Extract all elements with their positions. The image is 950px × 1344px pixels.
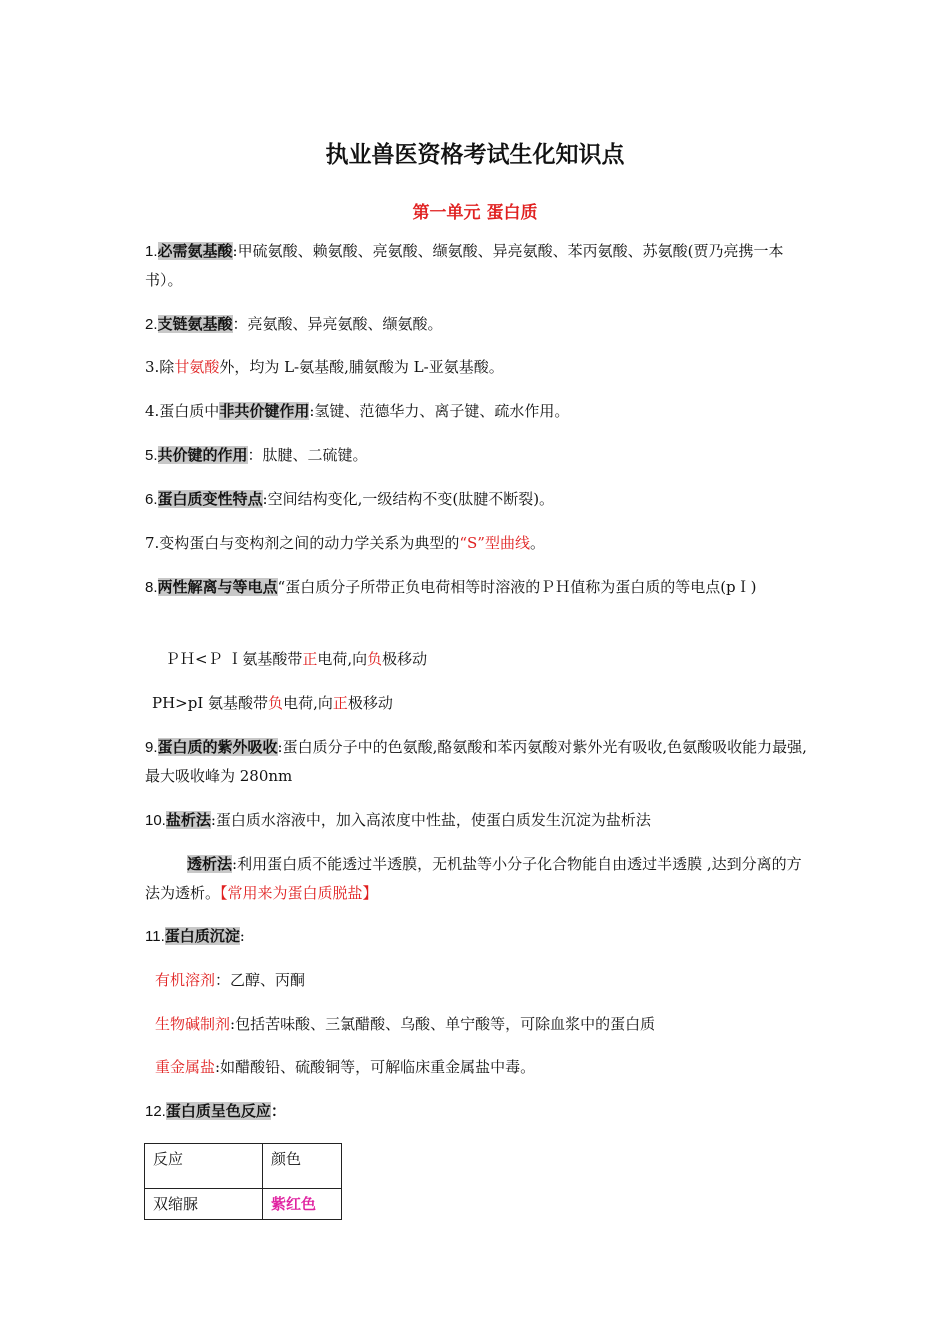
item-6: 6.蛋白质变性特点:空间结构变化,一级结构不变(肽腱不断裂)。 — [145, 490, 555, 508]
table-header-cell: 颜色 — [263, 1144, 342, 1189]
term-branched-amino-acids: 支链氨基酸 — [157, 315, 233, 333]
item-8: 8.两性解离与等电点“蛋白质分子所带正负电荷相等时溶液的ＰＨ值称为蛋白质的等电点(pＩ) — [145, 578, 757, 596]
term-noncovalent: 非共价键作用 — [219, 402, 310, 420]
item-9: 9.蛋白质的紫外吸收:蛋白质分子中的色氨酸,酪氨酸和苯丙氨酸对紫外光有吸收,色氨酸吸收能力最强,最大吸收峰为 280nm — [145, 738, 807, 785]
item-11: 11.蛋白质沉淀: — [145, 927, 245, 945]
item-11-heavy-metal: 重金属盐:如醋酸铅、硫酸铜等，可解临床重金属盐中毒。 — [155, 1058, 536, 1076]
item-7: 7.变构蛋白与变构剂之间的动力学关系为典型的“S”型曲线。 — [145, 534, 545, 552]
term-covalent: 共价键的作用 — [157, 446, 248, 464]
item-8-line-b: PH>pI 氨基酸带负电荷,向正极移动 — [152, 694, 393, 712]
item-1: 1.必需氨基酸:甲硫氨酸、赖氨酸、亮氨酸、缬氨酸、异亮氨酸、苯丙氨酸、苏氨酸(贾乃亮携一本书）。 — [145, 242, 784, 289]
term-isoelectric: 两性解离与等电点 — [157, 578, 278, 596]
table-cell: 紫红色 — [263, 1189, 342, 1220]
table-header-row — [145, 1144, 342, 1189]
unit-title: 第一单元 蛋白质 — [412, 203, 538, 223]
item-2: 2.支链氨基酸：亮氨酸、异亮氨酸、缬氨酸。 — [145, 315, 443, 333]
item-8-line-a: ＰＨ<Ｐ Ｉ氨基酸带正电荷,向负极移动 — [165, 650, 428, 668]
item-12: 12.蛋白质呈色反应： — [145, 1102, 286, 1120]
term-salting-out: 盐析法 — [165, 811, 211, 829]
term-uv-absorption: 蛋白质的紫外吸收 — [157, 738, 278, 756]
term-color-reaction: 蛋白质呈色反应 — [165, 1102, 271, 1120]
term-dialysis: 透析法 — [187, 855, 233, 873]
table-cell: 双缩脲 — [145, 1189, 263, 1220]
item-11-alkaloid: 生物碱制剂:包括苦味酸、三氯醋酸、乌酸、单宁酸等，可除血浆中的蛋白质 — [155, 1015, 656, 1033]
term-denaturation: 蛋白质变性特点 — [157, 490, 263, 508]
term-essential-amino-acids: 必需氨基酸 — [157, 242, 233, 260]
item-3: 3.除甘氨酸外，均为 L-氨基酸,脯氨酸为 L-亚氨基酸。 — [145, 358, 504, 376]
item-5: 5.共价键的作用：肽腱、二硫键。 — [145, 446, 368, 464]
color-reaction-table — [144, 1143, 342, 1220]
item-4: 4.蛋白质中非共价键作用:氢键、范德华力、离子键、疏水作用。 — [145, 402, 570, 420]
item-11-organic: 有机溶剂：乙醇、丙酮 — [155, 971, 306, 989]
table-header-cell: 反应 — [145, 1144, 263, 1189]
document-title: 执业兽医资格考试生化知识点 — [325, 142, 625, 168]
term-precipitation: 蛋白质沉淀 — [164, 927, 240, 945]
table-row — [145, 1189, 342, 1220]
item-10: 10.盐析法:蛋白质水溶液中，加入高浓度中性盐，使蛋白质发生沉淀为盐析法 — [145, 811, 651, 829]
item-10-dialysis: 透析法:利用蛋白质不能透过半透膜，无机盐等小分子化合物能自由透过半透膜 ,达到分离的方法为透析。【常用来为蛋白质脱盐】 — [145, 855, 802, 902]
